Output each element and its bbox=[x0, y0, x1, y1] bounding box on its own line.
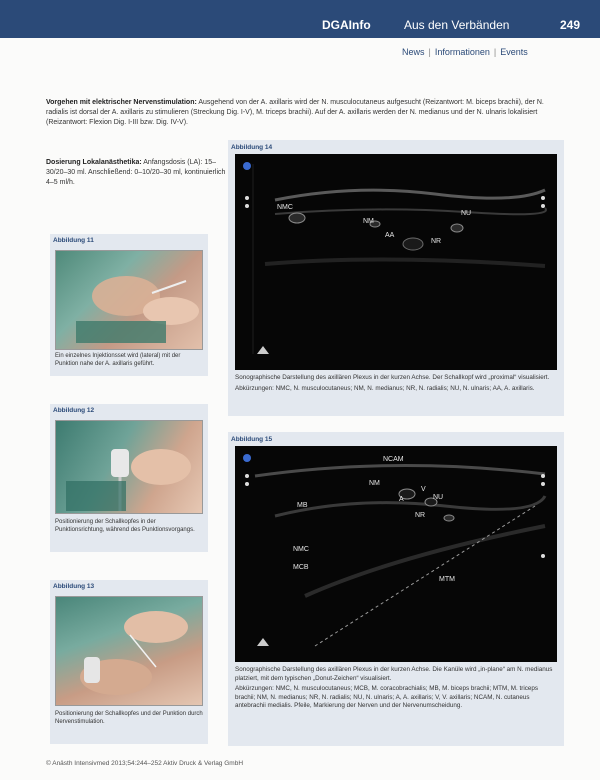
subnav-events: Events bbox=[500, 47, 528, 57]
page-footer: © Anästh Intensivmed 2013;54:244–252 Aktiv Druck & Verlag GmbH bbox=[46, 760, 244, 767]
subnav-info: Informationen bbox=[434, 47, 490, 57]
figure-13 bbox=[50, 580, 208, 744]
figure-title: Abbildung 11 bbox=[53, 237, 94, 244]
ultrasound-image bbox=[235, 154, 557, 370]
label-nu: NU bbox=[461, 210, 472, 217]
sub-navigation bbox=[402, 47, 528, 57]
subnav-separator: | bbox=[493, 47, 497, 57]
label-nm: NM bbox=[363, 218, 374, 225]
figure-photo bbox=[55, 420, 203, 514]
probe-illustration bbox=[56, 421, 203, 513]
caption-abbreviations: Abkürzungen: NMC, N. musculocutaneus; MCB, M. coracobrachialis; MB, M. biceps brachii; MTM, M. triceps brachii; NM, N. medianus; NR, N. radialis; NU, N. ulnaris; A, A. axillaris; V, V. axillaris; NCAM, N. cutaneus antebrachii medialis. Pfeile, Markierung der Nerven und der Nervenumscheidung. bbox=[235, 685, 539, 710]
figure-12 bbox=[50, 404, 208, 552]
subnav-news: News bbox=[402, 47, 425, 57]
paragraph-text: Ausgehend von der A. axillaris wird der N. musculocutaneus aufgesucht (Reizantwort: M. biceps brachii), der N. radialis ist dorsal der A. axillaris zu stimulieren (Streckung Dig. I-V), M. triceps brachii). Auf der A. axillaris werden der N. medianus und der N. ulnaris lokalisiert (Reizantwort: Flexion Dig. I-III bzw. Dig. IV-V). bbox=[46, 99, 544, 126]
figure-title: Abbildung 13 bbox=[53, 583, 95, 590]
page-header bbox=[0, 0, 600, 38]
needle-illustration bbox=[56, 597, 203, 705]
figure-title: Abbildung 15 bbox=[231, 436, 273, 443]
ultrasound-scan bbox=[235, 446, 557, 662]
label-mb: MB bbox=[297, 502, 308, 509]
label-ncam: NCAM bbox=[383, 456, 404, 463]
label-nm: NM bbox=[369, 480, 380, 487]
label-nmc: NMC bbox=[293, 546, 309, 553]
label-nu: NU bbox=[433, 494, 444, 501]
paragraph-text: Anfangsdosis (LA): 15–30/20–30 ml. Anschließend: 0–10/20–30 ml, kontinuierlich 4–5 ml/h. bbox=[46, 159, 226, 186]
figure-photo bbox=[55, 596, 203, 706]
label-nmc: NMC bbox=[277, 204, 293, 211]
figure-15 bbox=[228, 432, 564, 746]
label-aa: AA bbox=[385, 232, 395, 239]
subnav-separator: | bbox=[428, 47, 431, 57]
label-nr: NR bbox=[415, 512, 426, 519]
label-v: V bbox=[421, 486, 426, 493]
figure-caption bbox=[235, 374, 557, 393]
caption-text: Sonographische Darstellung des axillären Plexus in der kurzen Achse. Die Kanüle wird „in-plane“ am N. medianus platziert, mit dem typischen „Donut-Zeichen“ visualisiert. bbox=[235, 666, 553, 682]
label-mcb: MCB bbox=[293, 564, 309, 571]
figure-caption: Ein einzelnes Injektionsset wird (lateral) mit der Punktion nahe der A. axillaris geführt. bbox=[55, 353, 181, 367]
figure-title: Abbildung 14 bbox=[231, 144, 273, 151]
caption-abbreviations: Abkürzungen: NMC, N. musculocutaneus; NM, N. medianus; NR, N. radialis; NU, N. ulnaris; AA, A. axillaris. bbox=[235, 384, 535, 392]
figure-caption: Positionierung der Schallkopfes und der Punktion durch Nervenstimulation. bbox=[55, 711, 203, 725]
page-number: 249 bbox=[560, 18, 581, 32]
body-paragraph-stimulation bbox=[46, 98, 566, 128]
figure-title: Abbildung 12 bbox=[53, 407, 95, 414]
figure-photo bbox=[55, 250, 203, 350]
figure-caption bbox=[235, 666, 557, 711]
body-paragraph-dosage bbox=[46, 158, 226, 188]
caption-text: Sonographische Darstellung des axillären Plexus in der kurzen Achse. Der Schallkopf wird „proximal“ visualisiert. bbox=[235, 374, 550, 381]
figure-caption: Positionierung der Schallkopfes in der Punktionsrichtung, während des Punktionsvorgangs. bbox=[55, 519, 195, 533]
journal-name: DGAInfo bbox=[322, 18, 371, 32]
ultrasound-image bbox=[235, 446, 557, 662]
label-nr: NR bbox=[431, 238, 442, 245]
paragraph-heading: Vorgehen mit elektrischer Nervenstimulation: bbox=[46, 99, 197, 106]
label-mtm: MTM bbox=[439, 576, 455, 583]
paragraph-heading: Dosierung Lokalanästhetika: bbox=[46, 159, 142, 166]
label-a: A bbox=[399, 496, 404, 503]
figure-14 bbox=[228, 140, 564, 416]
section-title: Aus den Verbänden bbox=[404, 18, 510, 32]
hands-illustration bbox=[56, 251, 203, 349]
ultrasound-scan bbox=[235, 154, 557, 370]
figure-11 bbox=[50, 234, 208, 376]
